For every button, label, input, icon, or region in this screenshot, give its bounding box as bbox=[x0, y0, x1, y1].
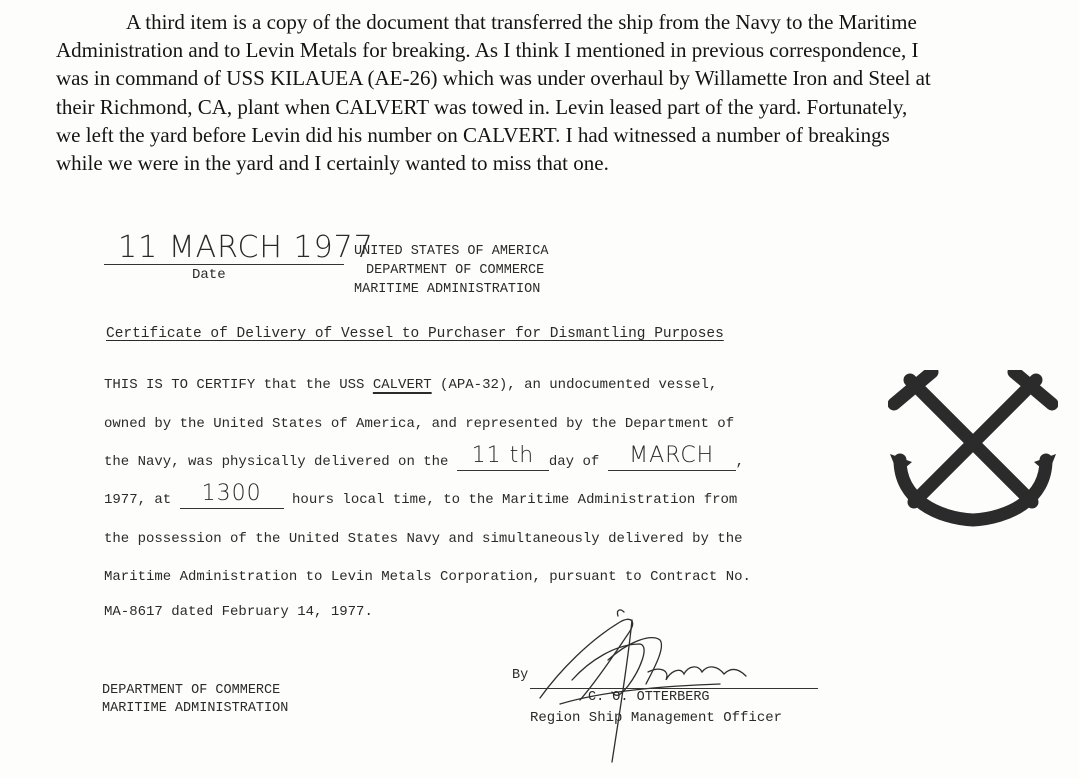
month-handwritten: MARCH bbox=[629, 443, 715, 468]
agency-line-3: MARITIME ADMINISTRATION bbox=[354, 282, 541, 297]
signer-name: C. O. OTTERBERG bbox=[588, 690, 710, 705]
footer-dept-line-2: MARITIME ADMINISTRATION bbox=[102, 701, 289, 716]
signature-line bbox=[530, 688, 818, 689]
certificate-title: Certificate of Delivery of Vessel to Purchaser for Dismantling Purposes bbox=[106, 326, 724, 342]
body-line-5: the possession of the United States Navy and simultaneously delivered by the bbox=[104, 531, 743, 547]
month-blank bbox=[608, 443, 736, 471]
date-handwritten: 11 MARCH 1977 bbox=[118, 230, 374, 265]
signature-scrawl bbox=[520, 600, 783, 770]
footer-department bbox=[102, 682, 288, 718]
body-line-4: 1977, at 1300 hours local time, to the Maritime Administration from bbox=[104, 481, 738, 508]
signature-by-label: By bbox=[512, 668, 529, 683]
day-handwritten: 11 th bbox=[471, 443, 535, 468]
signer-title: Region Ship Management Officer bbox=[530, 710, 783, 726]
letter-text bbox=[56, 8, 936, 177]
body-line-6: Maritime Administration to Levin Metals Corporation, pursuant to Contract No. bbox=[104, 569, 751, 585]
time-handwritten: 1300 bbox=[201, 481, 262, 506]
agency-header bbox=[354, 242, 548, 299]
time-blank bbox=[180, 481, 284, 509]
day-blank bbox=[457, 443, 549, 471]
body-line-1: THIS IS TO CERTIFY that the USS CALVERT (APA-32), an undocumented vessel, bbox=[104, 377, 718, 393]
agency-line-2: DEPARTMENT OF COMMERCE bbox=[366, 263, 545, 278]
body-line-3: the Navy, was physically delivered on the 11 th day of MARCH , bbox=[104, 443, 745, 470]
ship-name: CALVERT bbox=[372, 377, 432, 393]
letter-paragraph: A third item is a copy of the document that transferred the ship from the Navy to the Maritime Administration and to Levin Metals for breaking. As I think I mentioned in previous correspondence, I was in command of USS KILAUEA (AE-26) which was under overhaul by Willamette Iron and Steel at their Richmond, CA, plant when CALVERT was towed in. Levin leased part of the yard. Fortunately, we left the yard before Levin did his number on CALVERT. I had witnessed a number of breakings while we were in the yard and I certainly wanted to miss that one. bbox=[56, 10, 931, 176]
date-label: Date bbox=[192, 267, 226, 283]
body-line-2: owned by the United States of America, and represented by the Department of bbox=[104, 416, 735, 432]
footer-dept-line-1: DEPARTMENT OF COMMERCE bbox=[102, 683, 281, 698]
agency-line-1: UNITED STATES OF AMERICA bbox=[354, 244, 549, 259]
body-line-7: MA-8617 dated February 14, 1977. bbox=[104, 604, 373, 620]
date-underline bbox=[104, 264, 344, 265]
crossed-anchors-icon bbox=[888, 370, 1058, 530]
